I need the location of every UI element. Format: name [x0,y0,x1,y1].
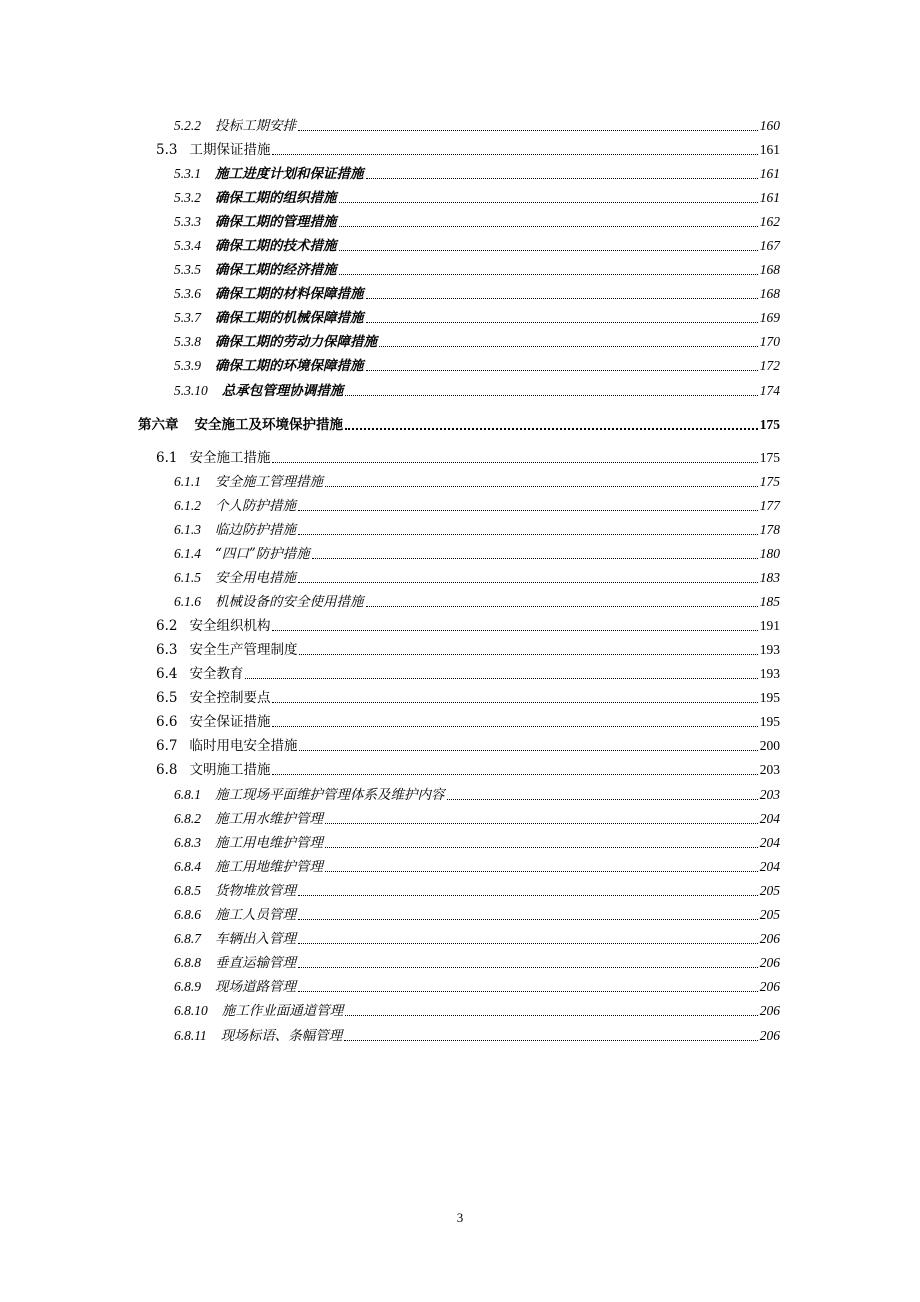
toc-entry [174,951,780,971]
toc-entry-title: 施工人员管理 [215,907,296,923]
toc-entry-page: 161 [759,166,780,181]
toc-entry-number: 6.8.8 [174,955,201,970]
toc-entry [174,494,780,514]
toc-dot-leader [366,178,758,179]
toc-entry [174,210,780,230]
toc-entry-page: 160 [759,118,780,133]
toc-entry [156,734,780,754]
toc-entry-page: 162 [759,214,780,229]
toc-dot-leader [379,346,758,347]
toc-entry-title: 车辆出入管理 [215,931,296,947]
toc-entry-number: 6.1.4 [174,546,201,561]
toc-entry-number: 6.8.5 [174,883,201,898]
toc-dot-leader [299,750,757,751]
toc-entry-number: 5.3.3 [174,214,201,229]
toc-dot-leader [325,871,758,872]
toc-entry-title: 确保工期的组织措施 [215,190,337,206]
toc-entry [174,807,780,827]
toc-entry-title: 施工作业面通道管理 [221,1003,344,1019]
toc-entry-page: 206 [759,1028,780,1043]
toc-entry-number: 6.8.7 [174,931,201,946]
toc-entry-title: 确保工期的机械保障措施 [215,310,364,326]
toc-entry [174,114,780,134]
toc-dot-leader [245,678,757,679]
toc-dot-leader [366,370,758,371]
toc-entry-title: 安全教育 [189,666,244,682]
toc-entry-title: 施工进度计划和保证措施 [215,166,364,182]
toc-entry-number: 6.1 [156,450,178,466]
toc-entry [174,927,780,947]
toc-entry [174,590,780,610]
toc-entry-number: 6.8.3 [174,835,201,850]
toc-entry-title: 安全组织机构 [189,618,271,634]
toc-entry-page: 204 [759,811,780,826]
toc-dot-leader [366,322,758,323]
toc-dot-leader [312,558,758,559]
toc-entry-title: 确保工期的材料保障措施 [215,286,364,302]
toc-entry-page: 180 [759,546,780,561]
toc-entry-title: 安全生产管理制度 [189,642,298,658]
toc-entry-number: 6.2 [156,618,178,634]
toc-entry [174,186,780,206]
toc-entry-number: 6.8.9 [174,979,201,994]
toc-entry-title: 施工用电维护管理 [215,835,323,851]
toc-dot-leader [298,510,758,511]
toc-entry-page: 206 [759,1003,780,1018]
toc-entry [174,1024,780,1044]
toc-entry-title: 总承包管理协调措施 [221,383,344,399]
toc-entry-number: 第六章 [138,417,179,433]
toc-entry-title: 货物堆放管理 [215,883,296,899]
toc-entry-page: 175 [759,474,780,489]
toc-entry-number: 6.8.2 [174,811,201,826]
toc-dot-leader [345,428,758,430]
toc-entry-number: 6.8.4 [174,859,201,874]
toc-entry [156,662,780,682]
toc-entry-title: 现场标语、条幅管理 [220,1028,343,1044]
toc-entry-page: 200 [759,738,780,753]
toc-dot-leader [325,823,758,824]
toc-entry-page: 206 [759,979,780,994]
toc-entry-number: 5.3.8 [174,334,201,349]
toc-dot-leader [272,702,757,703]
toc-entry-page: 175 [759,417,780,432]
toc-dot-leader [339,250,758,251]
page-number: 3 [456,1210,464,1225]
toc-entry-number: 6.4 [156,666,178,682]
toc-entry-number: 6.8 [156,762,178,778]
toc-dot-leader [298,943,758,944]
toc-entry-number: 6.8.11 [174,1028,207,1043]
toc-entry-title: 安全控制要点 [189,690,271,706]
toc-entry-title: 工期保证措施 [189,142,271,158]
toc-dot-leader [298,919,758,920]
toc-entry-page: 204 [759,835,780,850]
toc-dot-leader [298,895,758,896]
toc-dot-leader [298,967,758,968]
toc-entry-number: 5.3.1 [174,166,201,181]
toc-entry [174,879,780,899]
toc-entry-page: 170 [759,334,780,349]
toc-entry-page: 167 [759,238,780,253]
toc-entry-title: 投标工期安排 [215,118,296,134]
toc-entry-page: 161 [759,142,780,157]
toc-entry-title: 确保工期的环境保障措施 [215,358,364,374]
toc-entry [174,542,780,562]
toc-dot-leader [298,582,758,583]
toc-entry [174,999,780,1019]
toc-entry-number: 6.5 [156,690,178,706]
toc-entry-number: 5.3 [156,142,178,158]
toc-entry-number: 6.1.1 [174,474,201,489]
toc-entry-number: 6.1.6 [174,594,201,609]
toc-entry-page: 203 [759,762,780,777]
toc-entry [156,138,780,158]
toc-entry-number: 6.7 [156,738,178,754]
toc-entry [156,446,780,466]
toc-dot-leader [298,130,758,131]
toc-entry [174,306,780,326]
toc-entry [174,566,780,586]
toc-dot-leader [339,274,758,275]
toc-entry-number: 5.3.9 [174,358,201,373]
toc-entry [174,379,780,399]
toc-entry-title: 安全施工管理措施 [215,474,323,490]
toc-entry-page: 205 [759,907,780,922]
toc-entry-number: 5.2.2 [174,118,201,133]
toc-entry-title: 安全施工措施 [189,450,271,466]
toc-dot-leader [298,534,758,535]
toc-dot-leader [272,630,757,631]
toc-entry-page: 161 [759,190,780,205]
toc-entry-title: 垂直运输管理 [215,955,296,971]
toc-entry-page: 185 [759,594,780,609]
toc-entry [174,258,780,278]
toc-entry-page: 178 [759,522,780,537]
toc-entry-number: 6.1.5 [174,570,201,585]
toc-entry-page: 191 [759,618,780,633]
toc-chapter-entry [138,413,780,433]
toc-entry-number: 5.3.2 [174,190,201,205]
toc-entry-page: 195 [759,690,780,705]
toc-dot-leader [325,486,758,487]
toc-entry-number: 6.8.6 [174,907,201,922]
toc-dot-leader [345,395,758,396]
toc-entry-title: 确保工期的劳动力保障措施 [215,334,377,350]
toc-entry [174,855,780,875]
toc-entry-title: 临边防护措施 [215,522,296,538]
toc-entry-page: 195 [759,714,780,729]
toc-entry [156,710,780,730]
toc-entry-page: 206 [759,955,780,970]
toc-dot-leader [272,726,757,727]
toc-dot-leader [366,298,758,299]
toc-entry [174,975,780,995]
toc-entry-page: 183 [759,570,780,585]
toc-entry-title: 施工现场平面维护管理体系及维护内容 [215,787,445,803]
toc-entry [174,470,780,490]
toc-entry-title: “四口”防护措施 [215,546,310,562]
toc-entry-number: 5.3.6 [174,286,201,301]
toc-entry-number: 6.3 [156,642,178,658]
toc-entry-number: 6.8.1 [174,787,201,802]
toc-entry-title: 文明施工措施 [189,762,271,778]
toc-entry-page: 203 [759,787,780,802]
toc-entry-page: 206 [759,931,780,946]
toc-entry [156,686,780,706]
toc-entry [156,758,780,778]
toc-entry [174,903,780,923]
toc-entry [174,518,780,538]
toc-entry [156,614,780,634]
toc-entry [174,831,780,851]
toc-entry-title: 临时用电安全措施 [189,738,298,754]
toc-entry-page: 175 [759,450,780,465]
toc-dot-leader [366,606,758,607]
toc-dot-leader [299,654,757,655]
toc-dot-leader [272,774,757,775]
toc-entry-title: 确保工期的技术措施 [215,238,337,254]
toc-entry-title: 确保工期的经济措施 [215,262,337,278]
toc-entry-number: 6.1.3 [174,522,201,537]
toc-entry-page: 193 [759,642,780,657]
toc-entry-title: 安全施工及环境保护措施 [194,417,343,433]
toc-entry-number: 5.3.10 [174,383,208,398]
toc-entry-page: 172 [759,358,780,373]
toc-entry-title: 安全用电措施 [215,570,296,586]
toc-entry-title: 确保工期的管理措施 [215,214,337,230]
toc-entry [174,282,780,302]
toc-entry-page: 169 [759,310,780,325]
toc-entry-number: 6.1.2 [174,498,201,513]
toc-entry-page: 193 [759,666,780,681]
toc-dot-leader [345,1015,758,1016]
toc-entry-title: 施工用水维护管理 [215,811,323,827]
toc-dot-leader [344,1040,758,1041]
toc-entry-number: 5.3.5 [174,262,201,277]
toc-entry-page: 177 [759,498,780,513]
toc-entry [174,783,780,803]
toc-entry-page: 174 [759,383,780,398]
toc-entry-number: 5.3.7 [174,310,201,325]
toc-entry [174,330,780,350]
toc-dot-leader [325,847,758,848]
toc-entry-page: 168 [759,262,780,277]
toc-entry-page: 168 [759,286,780,301]
toc-entry [156,638,780,658]
toc-dot-leader [339,202,758,203]
toc-entry-page: 205 [759,883,780,898]
toc-entry-number: 5.3.4 [174,238,201,253]
toc-entry-page: 204 [759,859,780,874]
toc-entry-title: 安全保证措施 [189,714,271,730]
toc-entry-number: 6.6 [156,714,178,730]
toc-dot-leader [298,991,758,992]
toc-entry-title: 现场道路管理 [215,979,296,995]
toc-entry-number: 6.8.10 [174,1003,208,1018]
toc-dot-leader [272,462,757,463]
toc-entry-title: 施工用地维护管理 [215,859,323,875]
toc-dot-leader [447,799,758,800]
toc-entry-title: 个人防护措施 [215,498,296,514]
toc-dot-leader [339,226,758,227]
toc-entry [174,354,780,374]
toc-entry [174,162,780,182]
toc-entry-title: 机械设备的安全使用措施 [215,594,364,610]
toc-entry [174,234,780,254]
toc-dot-leader [272,154,757,155]
